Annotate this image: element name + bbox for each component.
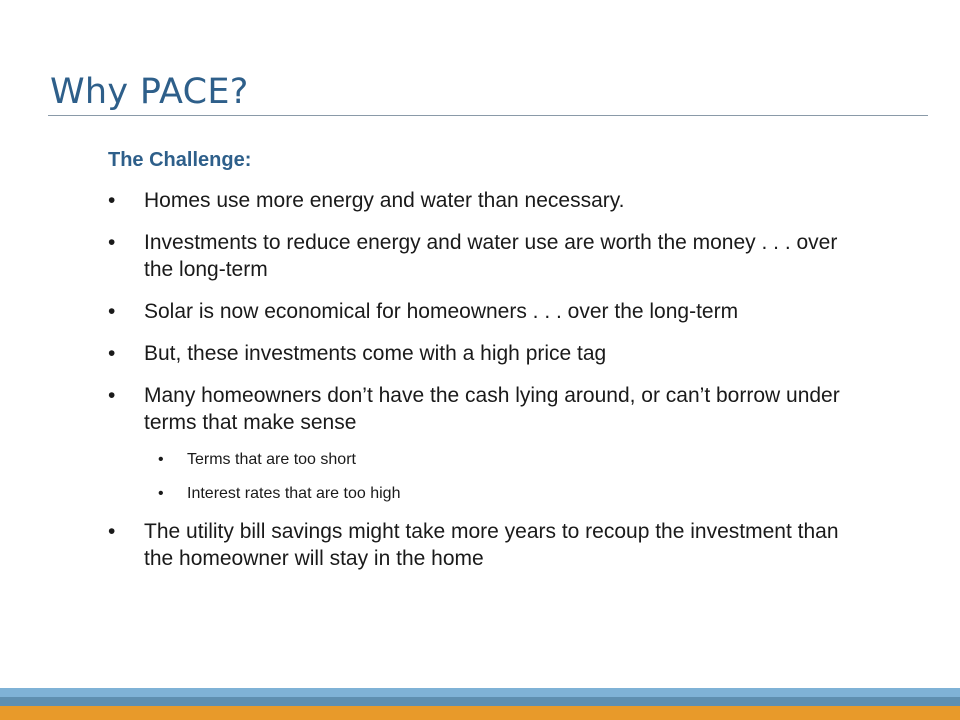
sub-list-item-text: Terms that are too short	[187, 451, 356, 468]
list-item	[108, 382, 848, 504]
footer-band-steel-blue	[0, 697, 960, 706]
list-item-text: But, these investments come with a high price tag	[144, 342, 607, 365]
list-item	[108, 187, 848, 214]
bullet-list	[108, 187, 848, 572]
sub-list-item	[158, 450, 848, 470]
list-item-text: Solar is now economical for homeowners . . . over the long-term	[144, 300, 739, 323]
slide-title: Why PACE?	[50, 72, 249, 112]
sub-list-item-text: Interest rates that are too high	[187, 485, 401, 502]
footer-band-orange	[0, 706, 960, 720]
bullet-icon: •	[108, 384, 116, 407]
list-item	[108, 298, 848, 325]
sub-bullet-list	[144, 450, 848, 504]
list-item	[108, 518, 848, 572]
sub-list-item	[158, 484, 848, 504]
list-item-text: The utility bill savings might take more years to recoup the investment than the homeowner will stay in the home	[144, 520, 839, 570]
list-item-text: Investments to reduce energy and water use are worth the money . . . over the long-term	[144, 231, 838, 281]
slide-body	[108, 147, 848, 587]
list-item-text: Homes use more energy and water than necessary.	[144, 189, 625, 212]
bullet-icon: •	[108, 342, 116, 365]
bullet-icon: •	[158, 451, 164, 468]
list-item-text: Many homeowners don’t have the cash lying around, or can’t borrow under terms that make sense	[144, 384, 840, 434]
bullet-icon: •	[108, 300, 116, 323]
footer-bands	[0, 688, 960, 720]
list-item	[108, 340, 848, 367]
list-item	[108, 229, 848, 283]
bullet-icon: •	[108, 231, 116, 254]
bullet-icon: •	[108, 520, 116, 543]
footer-band-light-blue	[0, 688, 960, 697]
title-divider	[48, 115, 928, 116]
section-heading: The Challenge:	[108, 149, 252, 171]
bullet-icon: •	[108, 189, 116, 212]
bullet-icon: •	[158, 485, 164, 502]
